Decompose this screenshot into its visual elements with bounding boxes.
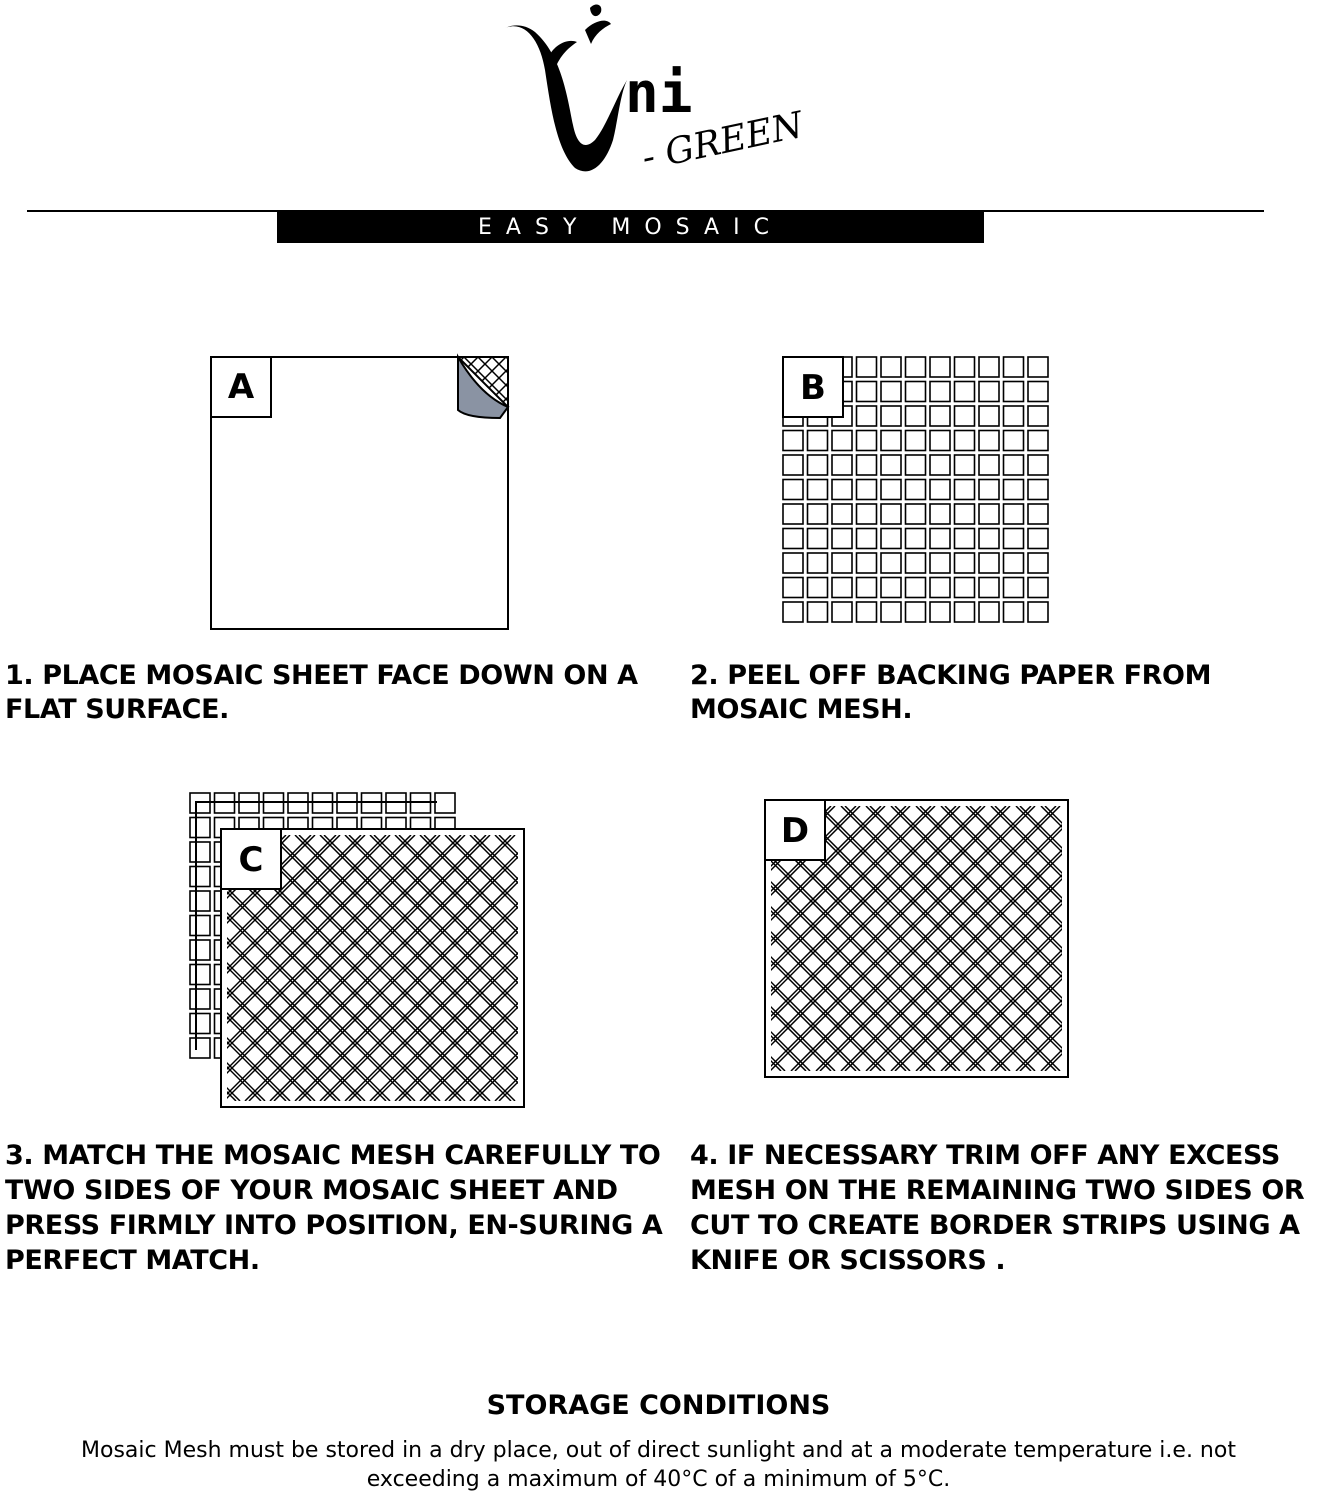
figure-a-label: A	[227, 367, 255, 407]
brand-logo	[495, 0, 815, 180]
banner-title: EASY MOSAIC	[277, 212, 984, 243]
step-3-text: 3. MATCH THE MOSAIC MESH CAREFULLY TO TWO SIDES OF YOUR MOSAIC SHEET AND PRESS FIRMLY INTO POSITION, EN-SURING A PERFECT MATCH.	[5, 1140, 663, 1276]
step-1-text: 1. PLACE MOSAIC SHEET FACE DOWN ON A FLAT SURFACE.	[5, 660, 638, 725]
figure-b-mesh	[778, 352, 1056, 626]
logo-text-sub: - GREEN	[638, 104, 807, 179]
logo-text-main: ni	[625, 61, 693, 126]
step-4-text: 4. IF NECESSARY TRIM OFF ANY EXCESS MESH ON THE REMAINING TWO SIDES OR CUT TO CREATE BORDER STRIPS USING A KNIFE OR SCISSORS .	[690, 1140, 1305, 1276]
step-2-text: 2. PEEL OFF BACKING PAPER FROM MOSAIC MESH.	[690, 660, 1212, 725]
figure-c-match	[184, 788, 530, 1113]
storage-title: STORAGE CONDITIONS	[486, 1390, 831, 1421]
figure-d-trimmed	[760, 795, 1074, 1083]
figure-b-label: B	[800, 368, 826, 408]
figure-c-label: C	[238, 840, 264, 880]
figure-a-sheet	[205, 350, 515, 635]
figure-d-label: D	[780, 811, 810, 851]
storage-text: Mosaic Mesh must be stored in a dry place, out of direct sunlight and at a moderate temperature i.e. not exceeding a maximum of 40°C of a minimum of 5°C.	[81, 1438, 1236, 1492]
